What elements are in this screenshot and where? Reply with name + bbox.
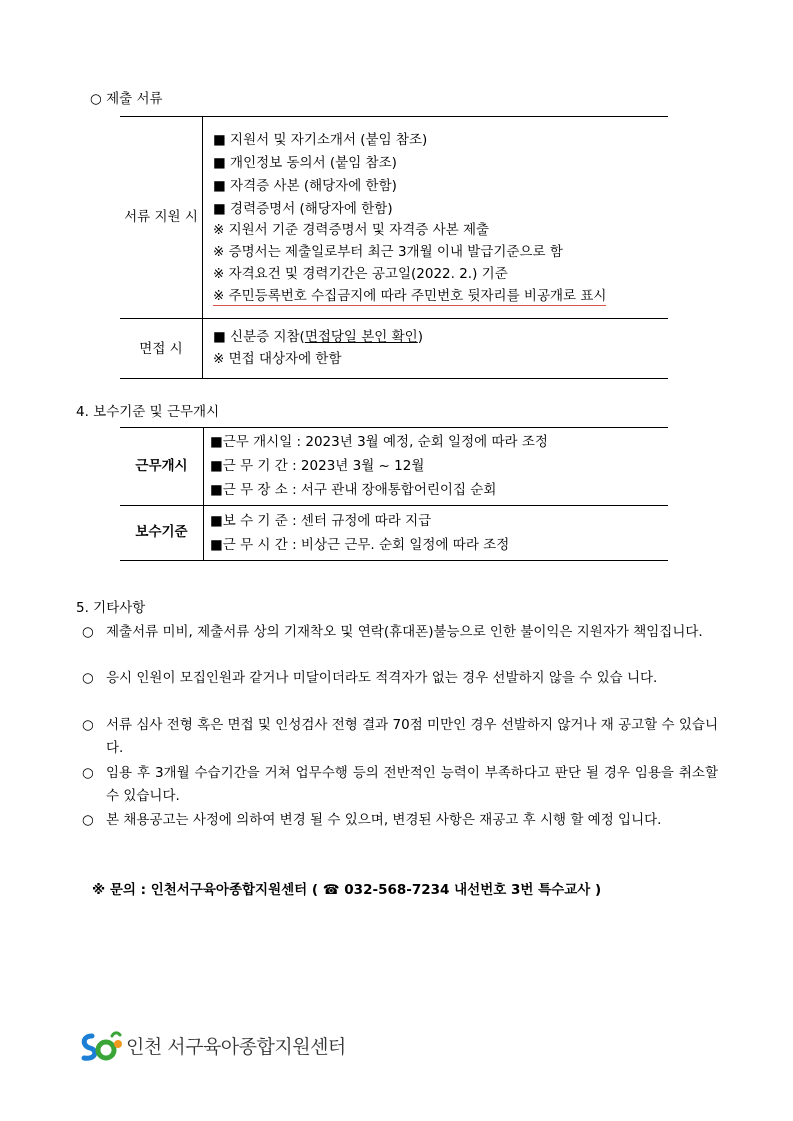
pay-standard-label: 보수기준 <box>135 524 188 540</box>
work-start-line: ■근 무 장 소 : 서구 관내 장애통합어린이집 순회 <box>210 482 497 498</box>
circle-bullet: ○ <box>82 765 94 781</box>
pay-standard-line: ■근 무 시 간 : 비상근 근무. 순회 일정에 따라 조정 <box>210 537 510 553</box>
footer-org-name: 인천 서구육아종합지원센터 <box>126 1036 346 1058</box>
circle-bullet: ○ <box>82 812 94 828</box>
center-logo-icon <box>78 1030 122 1064</box>
contact-info: ※ 문의 : 인천서구육아종합지원센터 ( ☎ 032-568-7234 내선번호 3번 특수교사 ) <box>92 882 602 898</box>
list-item: ○ 응시 인원이 모집인원과 같거나 미달이더라도 적격자가 없는 경우 선발하지 않을 수 있습 니다. <box>82 667 722 713</box>
document-note-privacy: ※ 주민등록번호 수집금지에 따라 주민번호 뒷자리를 비공개로 표시 <box>213 288 607 304</box>
document-note: ※ 자격요건 및 경력기간은 공고일(2022. 2.) 기준 <box>213 266 508 282</box>
work-start-line: ■근무 개시일 : 2023년 3월 예정, 순회 일정에 따라 조정 <box>210 434 548 450</box>
list-item: ○ 서류 심사 전형 혹은 면접 및 인성검사 전형 결과 70점 미만인 경우 선발하지 않거나 재 공고할 수 있습니다. <box>82 714 722 760</box>
circle-bullet: ○ <box>82 717 94 733</box>
document-item: ■ 지원서 및 자기소개서 (붙임 참조) <box>213 132 428 148</box>
work-start-label: 근무개시 <box>135 458 188 474</box>
list-item: ○ 본 채용공고는 사정에 의하여 변경 될 수 있으며, 변경된 사항은 재공고 후 시행 할 예정 입니다. <box>82 809 722 855</box>
interview-note: ※ 면접 대상자에 한함 <box>213 351 342 367</box>
pay-standard-line: ■보 수 기 준 : 센터 규정에 따라 지급 <box>210 513 432 529</box>
list-item: ○ 제출서류 미비, 제출서류 상의 기재착오 및 연락(휴대폰)불능으로 인한 불이익은 지원자가 책임집니다. <box>82 621 722 667</box>
document-item: ■ 개인정보 동의서 (붙임 참조) <box>213 155 397 171</box>
document-item: ■ 경력증명서 (해당자에 한함) <box>213 201 393 217</box>
circle-bullet: ○ <box>82 624 94 640</box>
section5-heading: 5. 기타사항 <box>76 600 146 616</box>
document-note: ※ 지원서 기준 경력증명서 및 자격증 사본 제출 <box>213 222 490 238</box>
circle-bullet: ○ <box>82 670 94 686</box>
interview-item-underlined: 면접당일 본인 확인 <box>304 329 418 345</box>
interview-item: ■ 신분증 지참(면접당일 본인 확인) <box>213 329 424 345</box>
list-item: ○ 임용 후 3개월 수습기간을 거쳐 업무수행 등의 전반적인 능력이 부족하다고 판단 될 경우 임용을 취소할 수 있습니다. <box>82 762 722 808</box>
document-item: ■ 자격증 사본 (해당자에 한함) <box>213 178 397 194</box>
document-label: 서류 지원 시 <box>124 209 198 225</box>
interview-label: 면접 시 <box>139 341 183 357</box>
section4-heading: 4. 보수기준 및 근무개시 <box>76 404 220 420</box>
work-start-line: ■근 무 기 간 : 2023년 3월 ~ 12월 <box>210 458 425 474</box>
document-note: ※ 증명서는 제출일로부터 최근 3개월 이내 발급기준으로 함 <box>213 244 563 260</box>
submission-heading: ○ 제출 서류 <box>90 91 163 107</box>
